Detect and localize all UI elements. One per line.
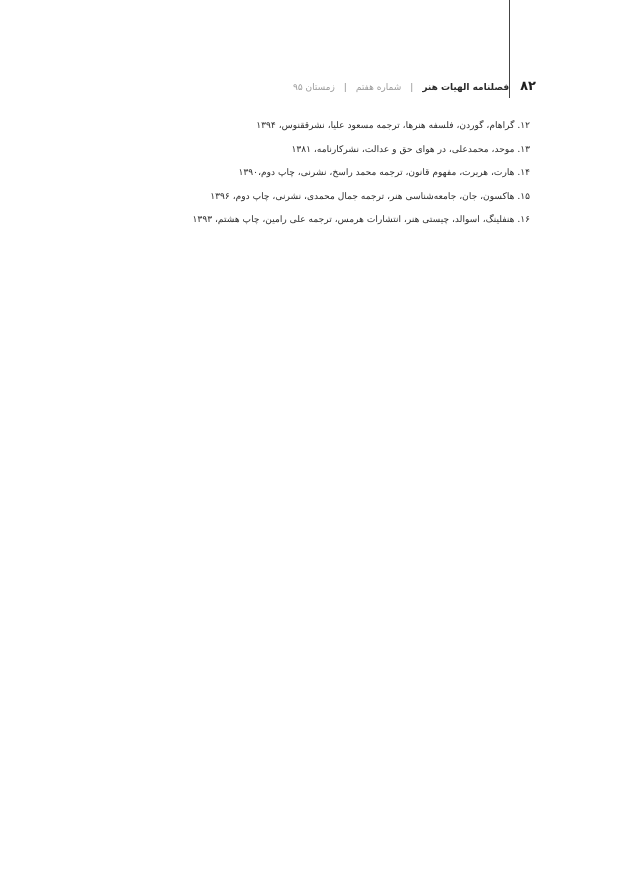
- reference-list: [193, 115, 530, 233]
- reference-item: ۱۶. هنفلینگ، اسوالد، چیستی هنر، انتشارات هرمس، ترجمه علی رامین، چاپ هشتم، ۱۳۹۳: [192, 215, 530, 225]
- running-header: [293, 79, 536, 94]
- reference-item: ۱۳. موحد، محمدعلی، در هوای حق و عدالت، نشرکارنامه، ۱۳۸۱: [291, 144, 530, 155]
- header-separator: |: [410, 83, 414, 93]
- journal-title: فصلنامه الهیات هنر: [422, 83, 510, 93]
- reference-item: ۱۵. هاکسون، جان، جامعه‌شناسی هنر، ترجمه جمال محمدی، نشرنی، چاپ دوم، ۱۳۹۶: [210, 191, 530, 202]
- season-label: زمستان ۹۵: [293, 83, 335, 93]
- header-separator: |: [343, 83, 347, 93]
- issue-label: شماره هفتم: [355, 83, 402, 93]
- page-number: ۸۲: [520, 79, 536, 94]
- reference-item: ۱۴. هارت، هربرت، مفهوم قانون، ترجمه محمد راسخ، نشرنی، چاپ دوم،۱۳۹۰: [238, 168, 530, 178]
- reference-item: ۱۲. گراهام، گوردن، فلسفه هنرها، ترجمه مسعود علیا، نشرققنوس، ۱۳۹۴: [256, 121, 530, 131]
